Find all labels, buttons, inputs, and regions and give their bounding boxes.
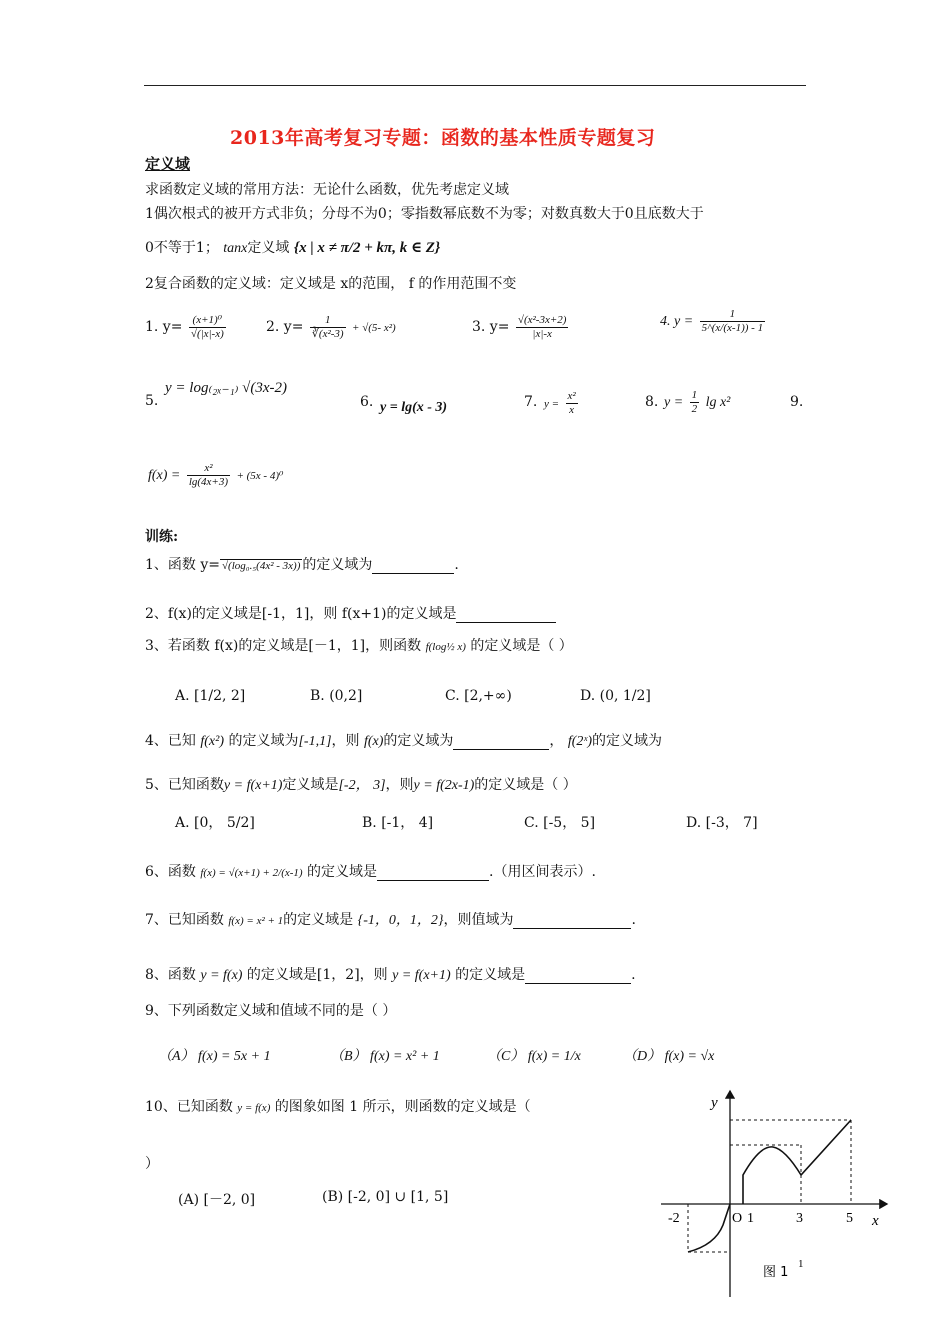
question-8: 8、函数 y = f(x) 的定义域是[1，2]，则 y = f(x+1) 的定义域是 . [145, 967, 636, 983]
question-6-suffix: （用区间表示）. [493, 864, 596, 880]
question-4-text-d: 的定义域为 [383, 733, 454, 749]
example-4-denominator: 5^(x/(x-1)) - 1 [701, 321, 764, 334]
example-3-denominator: |x|-x [532, 327, 552, 340]
question-8-prefix: 8、函数 [145, 967, 196, 983]
question-8-text-c: 的定义域是 [455, 967, 526, 983]
question-4-prefix: 4、已知 [145, 733, 196, 749]
question-10-option-a: (A) [－2, 0] [178, 1192, 256, 1208]
example-9-denominator: lg(4x+3) [188, 475, 229, 488]
intro-line-3-text: 0不等于1； [145, 240, 219, 256]
question-9-option-d: （D） f(x) = √x [623, 1049, 715, 1064]
example-7: y = $\frac{\text{x²}}{x}$ [544, 390, 576, 416]
question-4-text-e: 的定义域为 [592, 733, 663, 749]
question-5-prefix: 5、已知函数 [145, 777, 224, 793]
example-4 [660, 308, 767, 334]
question-5-f1: y = f(x+1) [223, 778, 283, 793]
example-4-numerator: 1 [700, 308, 765, 322]
question-4-text-b: 的定义域为 [228, 733, 299, 749]
intro-line-2: 1偶次根式的被开方式非负；分母不为0；零指数幂底数不为零；对数真数大于0且底数大于 [145, 206, 704, 222]
question-7-text-b: 的定义域是 [283, 912, 354, 928]
example-8-label: 8. [645, 394, 659, 410]
answer-blank[interactable] [453, 735, 549, 750]
figure-caption: 图 1 [763, 1265, 789, 1280]
question-10-text-b: 的图象如图 1 所示，则函数的定义域是（ [274, 1099, 531, 1115]
example-1-denominator: √(|x|-x) [190, 327, 224, 340]
example-4-label: 4. y = [660, 314, 694, 330]
figure-1-graph [655, 1085, 895, 1300]
intro-line-1: 求函数定义域的常用方法：无论什么函数，优先考虑定义域 [145, 182, 509, 198]
question-2-text: 2、f(x)的定义域是[-1，1]，则 f(x+1)的定义域是 [145, 606, 457, 622]
example-9-numerator: x² [187, 462, 230, 476]
question-5 [145, 774, 577, 794]
question-10-close: ） [145, 1156, 159, 1172]
example-2-denominator: ∛(x²-3) [311, 327, 344, 340]
question-5-option-a: A. [0， 5/2] [175, 815, 255, 831]
question-5-text-b: 定义域是 [282, 777, 339, 793]
example-7-numerator: x² [567, 390, 576, 402]
question-4: 4、已知 f(x²) 的定义域为[-1,1]，则 f(x)的定义域为 ， f(2ˣ)的定义域为 [145, 733, 663, 749]
example-9-tail: + (5x - 4)⁰ [236, 470, 284, 483]
answer-blank[interactable] [525, 969, 631, 984]
question-9-option-c: （C） f(x) = 1/x [487, 1049, 581, 1064]
example-1-label: 1. y= [145, 319, 183, 336]
question-3-suffix: 的定义域是（ ） [470, 638, 573, 654]
question-7-prefix: 7、已知函数 [145, 912, 224, 928]
question-5-option-c: C. [-5， 5] [524, 815, 596, 831]
question-5-f2: y = f(2x-1) [413, 778, 475, 793]
question-3-prefix: 3、若函数 f(x)的定义域是[－1，1]，则函数 [145, 638, 422, 654]
curve-right-branch [743, 1120, 851, 1204]
question-8-text-b: 的定义域是[1，2]，则 [246, 967, 388, 983]
question-10 [145, 1096, 531, 1116]
question-3-expression: f(log½ x) [425, 641, 466, 653]
question-10-function: y = f(x) [237, 1102, 271, 1114]
example-8-expression: lg x² [705, 395, 731, 411]
question-1: 1、函数 y= √(log₀.₅(4x² - 3x)) 的定义域为 . [145, 557, 459, 573]
example-2 [266, 314, 396, 340]
example-9 [148, 462, 283, 488]
question-9-option-a: （A） f(x) = 5x + 1 [158, 1049, 271, 1064]
answer-blank[interactable] [377, 866, 489, 881]
question-4-text-c: ，则 [331, 733, 360, 749]
question-5-interval: [-2， 3] [338, 778, 386, 793]
question-5-option-b: B. [-1， 4] [362, 815, 434, 831]
curve-left-branch [688, 1204, 730, 1252]
example-2-label: 2. y= [266, 319, 304, 336]
domain-word: 定义域 [247, 240, 290, 256]
tick-label-neg2: -2 [668, 1211, 680, 1226]
tick-label-5: 5 [846, 1211, 853, 1226]
page-number: 1 [798, 1258, 804, 1270]
example-2-numerator: 1 [310, 314, 346, 328]
question-7-text-c: ，则值域为 [443, 912, 514, 928]
question-6-text-b: 的定义域是 [307, 864, 378, 880]
question-7-set: {-1，0，1，2} [357, 913, 444, 928]
example-3-numerator: √(x²-3x+2) [517, 314, 567, 326]
origin-label: O [732, 1211, 743, 1226]
practice-heading: 训练: [145, 529, 179, 545]
question-4-f2: f(x) [363, 734, 384, 749]
tick-label-1: 1 [747, 1211, 754, 1226]
example-3-label: 3. y= [472, 319, 510, 336]
question-1-expression: √(log₀.₅(4x² - 3x)) [222, 560, 301, 572]
question-1-prefix: 1、函数 y= [145, 557, 220, 573]
question-3-option-d: D. (0, 1/2] [580, 688, 651, 704]
question-3-option-c: C. [2,+∞) [445, 688, 512, 704]
guide-lines [688, 1120, 851, 1252]
section-heading: 定义域 [145, 155, 191, 173]
example-1 [145, 314, 228, 340]
question-3-option-b: B. (0,2] [310, 688, 363, 704]
question-6-prefix: 6、函数 [145, 864, 196, 880]
example-6-label: 6. [360, 394, 374, 410]
question-9-option-b: （B） f(x) = x² + 1 [330, 1049, 440, 1064]
example-5-label: 5. [145, 393, 159, 409]
answer-blank[interactable] [372, 559, 454, 574]
page-title: 2013年高考复习专题：函数的基本性质专题复习 [230, 127, 656, 149]
question-7: 7、已知函数 f(x) = x² + 1的定义域是 {-1，0，1，2}，则值域为 . [145, 912, 636, 928]
question-3 [145, 635, 573, 655]
question-3-option-a: A. [1/2, 2] [175, 688, 246, 704]
question-6: 6、函数 f(x) = √(x+1) + 2/(x-1) 的定义域是 .（用区间表示）. [145, 864, 596, 880]
example-1-numerator: (x+1)⁰ [189, 314, 226, 328]
question-4-interval: [-1,1] [298, 734, 332, 749]
intro-line-4: 2复合函数的定义域：定义域是 x的范围， f 的作用范围不变 [145, 276, 517, 292]
question-8-f1: y = f(x) [200, 968, 243, 983]
question-6-expression: f(x) = √(x+1) + 2/(x-1) [200, 867, 303, 879]
tan-label: tanx [223, 241, 248, 256]
example-5-expression: y = log₍₂ₓ₋₁₎ √(3x-2) [165, 380, 288, 396]
example-8: y = $\frac{1}{2}$ lg x² [664, 389, 731, 415]
y-axis-label: y [711, 1095, 718, 1111]
question-5-suffix: 的定义域是（ ） [474, 777, 577, 793]
question-9: 9、下列函数定义域和值域不同的是（ ） [145, 1003, 397, 1019]
example-9-label: 9. [790, 394, 804, 410]
question-10-prefix: 10、已知函数 [145, 1099, 233, 1115]
example-6-expression: y = lg(x - 3) [380, 400, 448, 415]
example-3 [472, 314, 570, 340]
question-2 [145, 603, 556, 623]
example-7-label: 7. [524, 394, 538, 410]
answer-blank[interactable] [456, 608, 556, 623]
example-7-denominator: x [569, 403, 575, 416]
x-axis-label: x [872, 1213, 879, 1229]
tick-label-3: 3 [796, 1211, 803, 1226]
question-8-f2: y = f(x+1) [392, 968, 451, 983]
question-10-option-b: (B) [-2, 0] ∪ [1, 5] [322, 1189, 449, 1205]
example-2-tail: + √(5- x²) [352, 322, 396, 335]
example-9-lhs: f(x) = [148, 468, 181, 484]
question-7-expression: f(x) = x² + 1 [228, 915, 284, 927]
intro-line-3 [145, 237, 440, 257]
answer-blank[interactable] [513, 914, 631, 929]
question-4-f3: f(2ˣ) [567, 734, 593, 749]
question-1-suffix: 的定义域为 [302, 557, 373, 573]
header-rule [144, 85, 806, 86]
tan-domain-set: {x | x ≠ π/2 + kπ, k ∈ Z} [293, 240, 441, 256]
question-5-option-d: D. [-3， 7] [686, 815, 758, 831]
question-4-f1: f(x²) [200, 734, 224, 749]
question-5-text-c: ，则 [385, 777, 414, 793]
